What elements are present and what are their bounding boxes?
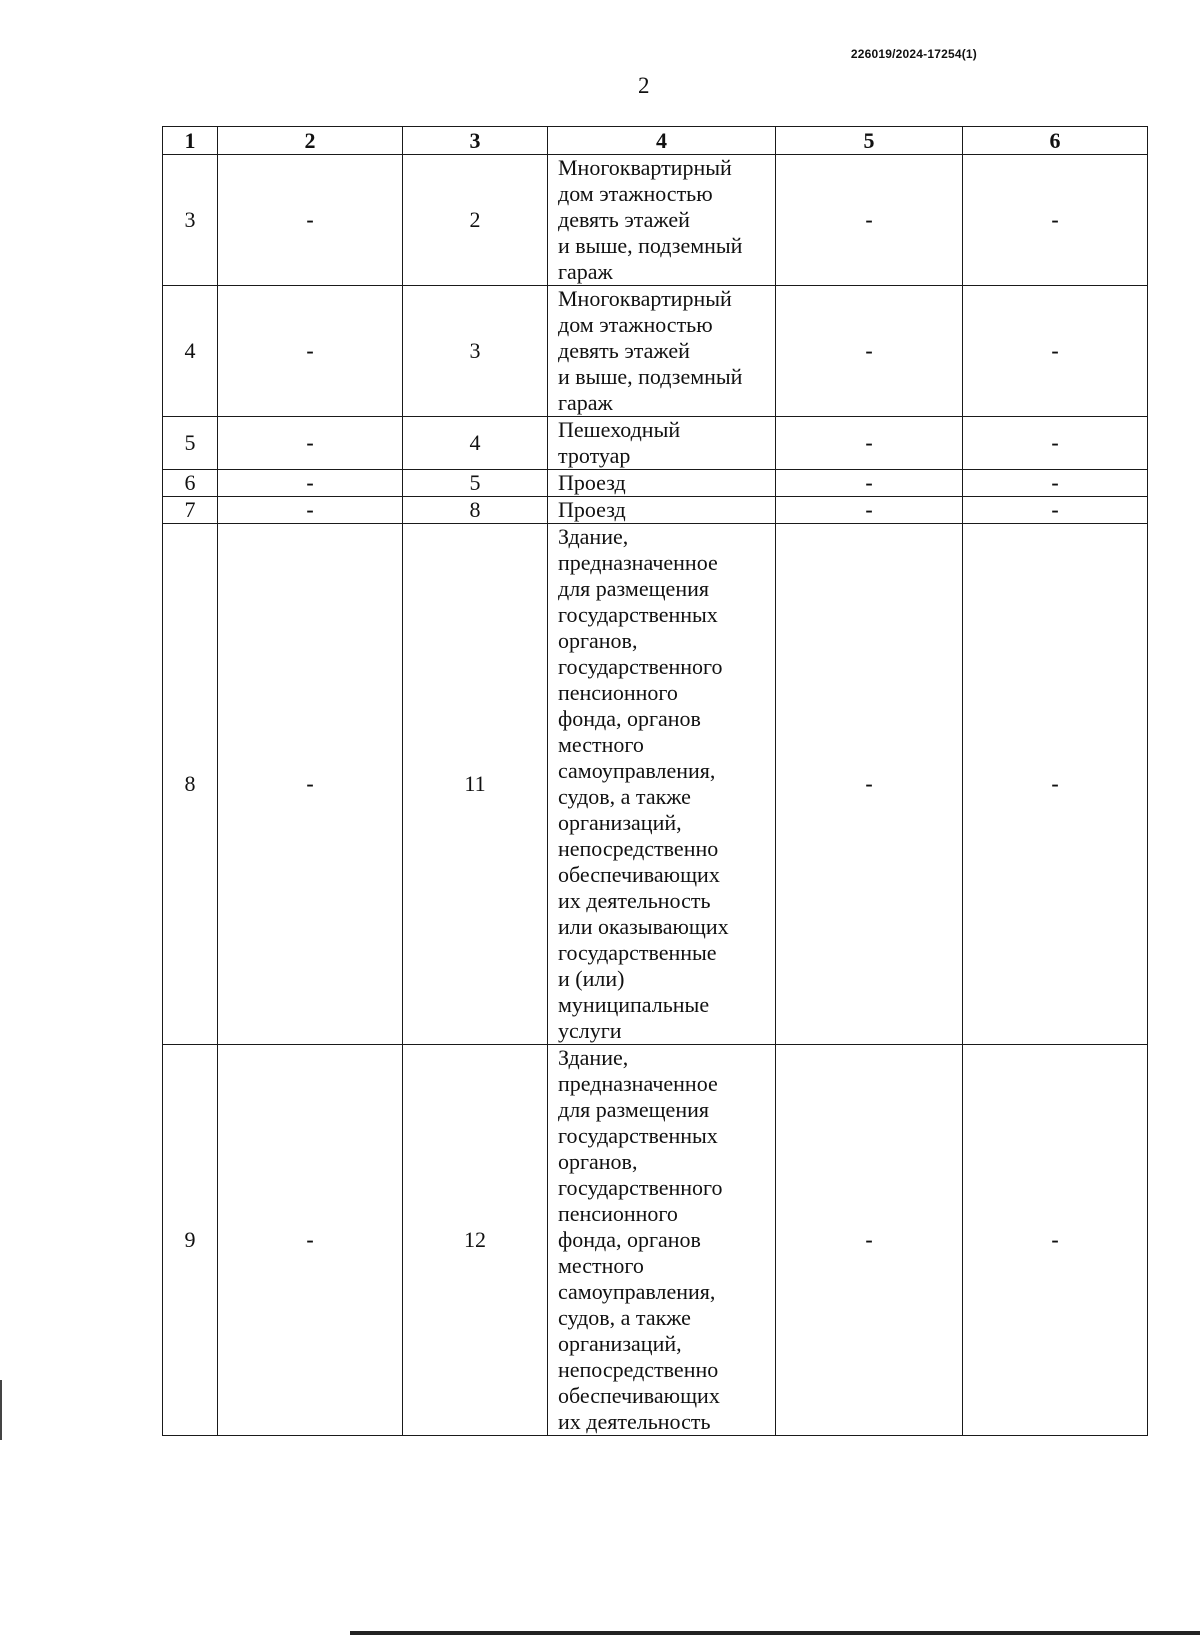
cell-c1: 3 <box>163 155 218 286</box>
description-line: местного <box>558 1253 644 1278</box>
description-line: самоуправления, <box>558 758 716 783</box>
description-line: девять этажей <box>558 207 690 232</box>
description-line: государственных <box>558 1123 718 1148</box>
description-line: услуги <box>558 1018 622 1043</box>
cell-c1: 8 <box>163 524 218 1045</box>
description-line: фонда, органов <box>558 1227 701 1252</box>
cell-c6: - <box>963 1045 1148 1436</box>
scan-edge-mark <box>0 1380 2 1440</box>
object-description-cell <box>548 524 776 1045</box>
description-line: непосредственно <box>558 836 719 861</box>
cell-c5: - <box>776 155 963 286</box>
cell-c5: - <box>776 417 963 470</box>
description-line: гараж <box>558 259 613 284</box>
cell-c3: 5 <box>403 470 548 497</box>
description-line: предназначенное <box>558 1071 718 1096</box>
description-line: тротуар <box>558 443 631 468</box>
cell-c1: 9 <box>163 1045 218 1436</box>
table-row <box>163 524 1148 1045</box>
table-row <box>163 470 1148 497</box>
description-line: предназначенное <box>558 550 718 575</box>
description-line: государственного <box>558 1175 723 1200</box>
description-line: Многоквартирный <box>558 286 732 311</box>
cell-c6: - <box>963 470 1148 497</box>
description-line: государственных <box>558 602 718 627</box>
object-description-cell <box>548 497 776 524</box>
description-line: обеспечивающих <box>558 862 720 887</box>
column-header: 3 <box>403 127 548 155</box>
page-number: 2 <box>638 73 650 98</box>
table-row <box>163 286 1148 417</box>
column-header: 1 <box>163 127 218 155</box>
column-header: 5 <box>776 127 963 155</box>
description-line: фонда, органов <box>558 706 701 731</box>
description-line: Проезд <box>558 470 626 495</box>
description-line: непосредственно <box>558 1357 719 1382</box>
cell-c1: 6 <box>163 470 218 497</box>
cell-c5: - <box>776 1045 963 1436</box>
cell-c6: - <box>963 286 1148 417</box>
table-row <box>163 155 1148 286</box>
description-line: организаций, <box>558 810 682 835</box>
description-line: или оказывающих <box>558 914 729 939</box>
table-header-row <box>163 127 1148 155</box>
cell-c1: 4 <box>163 286 218 417</box>
document-table <box>162 126 1148 1436</box>
cell-c2: - <box>218 417 403 470</box>
column-header: 4 <box>548 127 776 155</box>
cell-c6: - <box>963 155 1148 286</box>
description-line: дом этажностью <box>558 181 713 206</box>
cell-c2: - <box>218 1045 403 1436</box>
description-line: органов, <box>558 1149 638 1174</box>
description-line: дом этажностью <box>558 312 713 337</box>
description-line: муниципальные <box>558 992 710 1017</box>
description-line: самоуправления, <box>558 1279 716 1304</box>
cell-c2: - <box>218 524 403 1045</box>
table-row <box>163 417 1148 470</box>
cell-c5: - <box>776 497 963 524</box>
cell-c6: - <box>963 417 1148 470</box>
description-line: пенсионного <box>558 680 678 705</box>
description-line: пенсионного <box>558 1201 678 1226</box>
description-line: гараж <box>558 390 613 415</box>
object-description-cell <box>548 286 776 417</box>
description-line: их деятельность <box>558 1409 711 1434</box>
description-line: организаций, <box>558 1331 682 1356</box>
table-row <box>163 1045 1148 1436</box>
cell-c2: - <box>218 286 403 417</box>
description-line: Здание, <box>558 1045 629 1070</box>
description-line: местного <box>558 732 644 757</box>
description-line: для размещения <box>558 1097 709 1122</box>
description-line: Здание, <box>558 524 629 549</box>
description-line: девять этажей <box>558 338 690 363</box>
cell-c3: 12 <box>403 1045 548 1436</box>
description-line: и выше, подземный <box>558 364 743 389</box>
table-row <box>163 497 1148 524</box>
description-line: Пешеходный <box>558 417 681 442</box>
object-description-cell <box>548 417 776 470</box>
cell-c1: 7 <box>163 497 218 524</box>
cell-c2: - <box>218 497 403 524</box>
object-description-cell <box>548 470 776 497</box>
cell-c1: 5 <box>163 417 218 470</box>
scan-bottom-edge <box>350 1631 1200 1635</box>
description-line: судов, а также <box>558 1305 691 1330</box>
cell-c6: - <box>963 497 1148 524</box>
description-line: государственного <box>558 654 723 679</box>
cell-c3: 4 <box>403 417 548 470</box>
description-line: Проезд <box>558 497 626 522</box>
description-line: и (или) <box>558 966 625 991</box>
cell-c3: 2 <box>403 155 548 286</box>
description-line: органов, <box>558 628 638 653</box>
cell-c5: - <box>776 470 963 497</box>
cell-c3: 3 <box>403 286 548 417</box>
column-header: 2 <box>218 127 403 155</box>
description-line: для размещения <box>558 576 709 601</box>
object-description-cell <box>548 155 776 286</box>
description-line: их деятельность <box>558 888 711 913</box>
description-line: государственные <box>558 940 717 965</box>
description-line: Многоквартирный <box>558 155 732 180</box>
description-line: судов, а также <box>558 784 691 809</box>
cell-c2: - <box>218 155 403 286</box>
cell-c5: - <box>776 524 963 1045</box>
description-line: обеспечивающих <box>558 1383 720 1408</box>
cell-c6: - <box>963 524 1148 1045</box>
description-line: и выше, подземный <box>558 233 743 258</box>
object-description-cell <box>548 1045 776 1436</box>
cell-c2: - <box>218 470 403 497</box>
column-header: 6 <box>963 127 1148 155</box>
cell-c5: - <box>776 286 963 417</box>
registration-number: 226019/2024-17254(1) <box>850 47 977 61</box>
cell-c3: 8 <box>403 497 548 524</box>
cell-c3: 11 <box>403 524 548 1045</box>
